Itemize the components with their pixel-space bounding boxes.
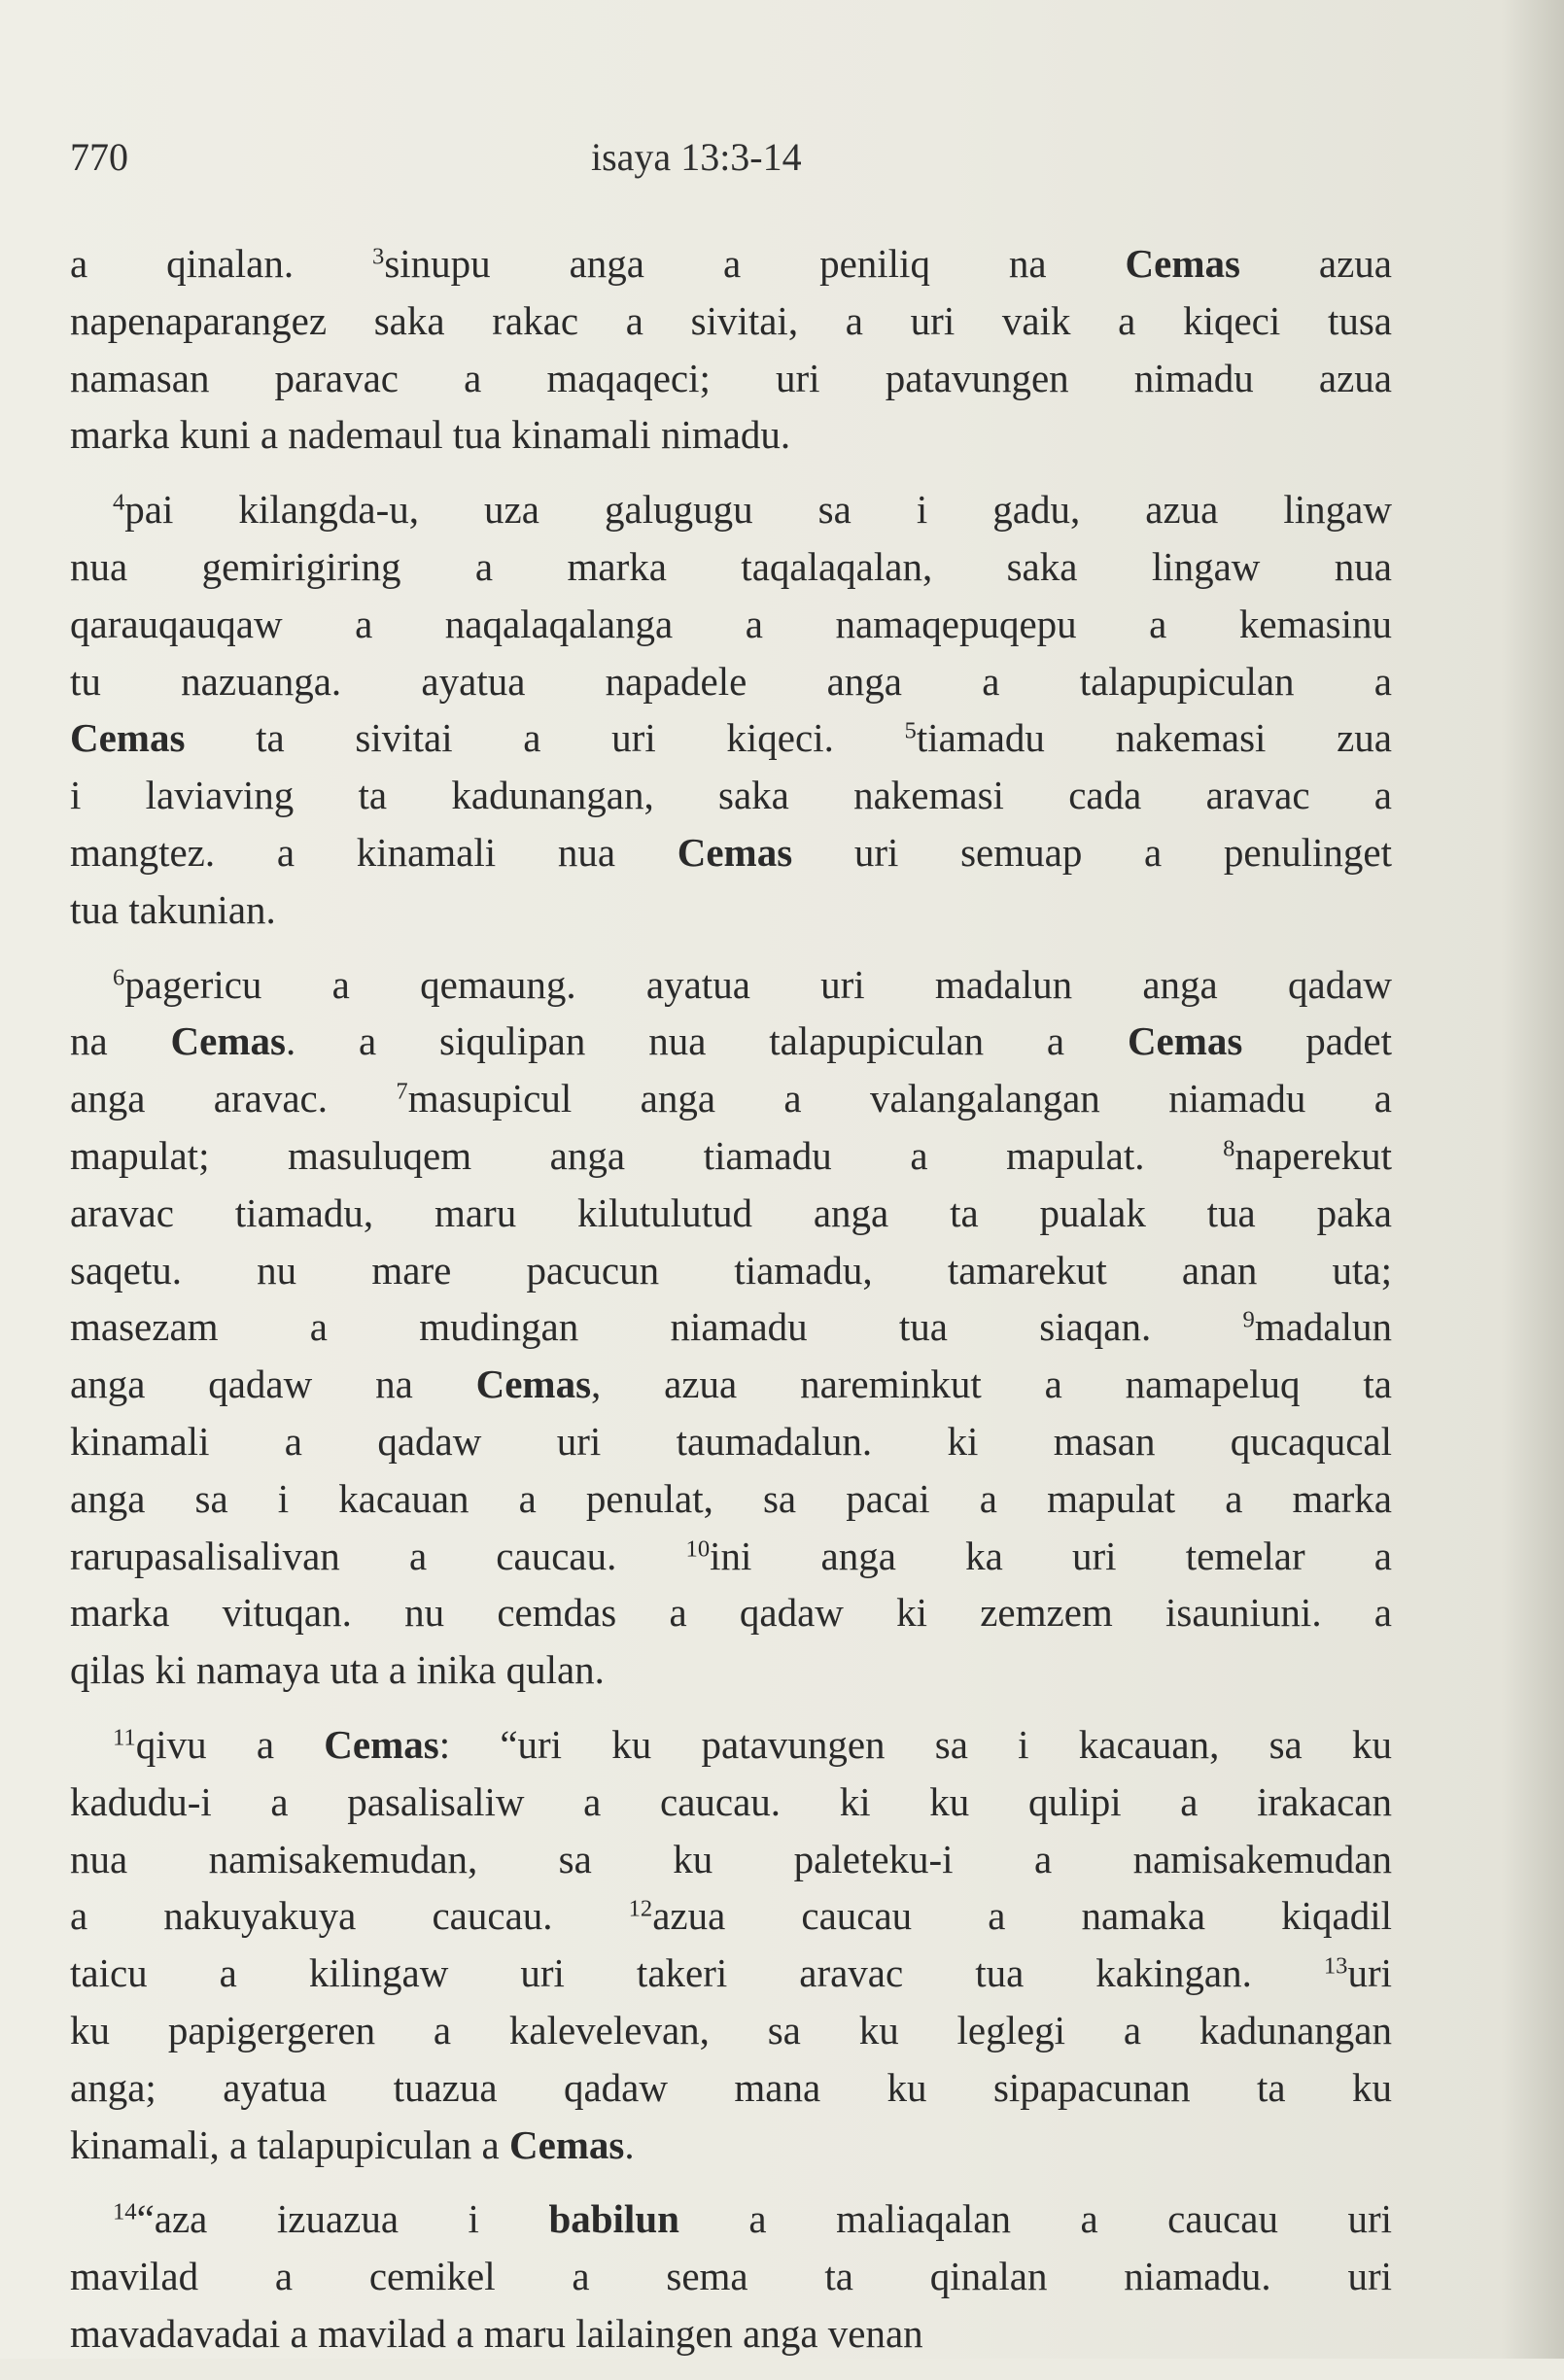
text-run: marka kuni a nademaul tua kinamali nimadu. (70, 412, 791, 458)
text-line (70, 406, 1392, 464)
text-run: uri semuap a penulinget (792, 829, 1392, 875)
text-line (70, 1887, 1392, 1945)
verse-number: 12 (628, 1895, 653, 1922)
text-line (70, 2305, 1392, 2363)
text-run: tiamadu nakemasi zua (916, 715, 1392, 761)
text-line (70, 1298, 1392, 1356)
running-head: isaya 13:3-14 (591, 135, 802, 179)
text-run: na (70, 1018, 171, 1064)
text-run: marka vituqan. nu cemdas a qadaw ki zemzem isauniuni. a (70, 1590, 1392, 1636)
text-run: azua (1239, 241, 1392, 286)
bold-name: Cemas (170, 1018, 286, 1064)
text-run: nua namisakemudan, sa ku paleteku-i a namisakemudan (70, 1836, 1392, 1881)
verse-number: 4 (113, 489, 125, 516)
text-line (70, 538, 1392, 596)
text-run: anga sa i kacauan a penulat, sa pacai a mapulat a marka (70, 1475, 1392, 1521)
bold-name: babilun (548, 2196, 679, 2242)
body-text (70, 235, 1392, 2380)
text-run: a qinalan. (70, 241, 373, 286)
text-run: madalun (1254, 1304, 1392, 1350)
text-line (70, 2248, 1392, 2305)
text-run: padet (1242, 1018, 1392, 1064)
text-run: , azua nareminkut a namapeluq ta (591, 1362, 1392, 1407)
verse-number: 9 (1242, 1306, 1255, 1333)
page-number: 770 (70, 135, 128, 179)
text-line (70, 956, 1392, 1014)
text-line (70, 2002, 1392, 2059)
text-run: pagericu a qemaung. ayatua uri madalun anga qadaw (124, 961, 1392, 1007)
bold-name: Cemas (475, 1362, 592, 1407)
text-line (70, 2059, 1392, 2117)
text-run: ta sivitai a uri kiqeci. (185, 715, 905, 761)
text-run: “aza izuazua i (136, 2196, 549, 2242)
text-line (70, 1127, 1392, 1185)
verse-number: 3 (372, 243, 385, 270)
text-run: a nakuyakuya caucau. (70, 1893, 629, 1939)
text-run: aravac tiamadu, maru kilutulutud anga ta pualak tua paka (70, 1190, 1392, 1235)
text-line (70, 1716, 1392, 1774)
paragraph (70, 1716, 1392, 2173)
text-run: pai kilangda-u, uza galugugu sa i gadu, azua lingaw (124, 487, 1392, 533)
paragraph (70, 956, 1392, 1699)
verse-number: 13 (1323, 1952, 1348, 1980)
text-line (70, 2190, 1392, 2248)
text-run: anga aravac. (70, 1076, 397, 1121)
verse-number: 5 (904, 717, 917, 744)
text-line (70, 1013, 1392, 1070)
text-run: i laviaving ta kadunangan, saka nakemasi cada aravac a (70, 773, 1392, 818)
text-run: mapulat; masuluqem anga tiamadu a mapulat. (70, 1132, 1224, 1178)
text-run: masupicul anga a valangalangan niamadu a (407, 1076, 1392, 1121)
text-run: namasan paravac a maqaqeci; uri patavungen nimadu azua (70, 355, 1392, 400)
text-line (70, 2117, 1392, 2174)
bold-name: Cemas (324, 1721, 439, 1767)
text-line (70, 1470, 1392, 1528)
text-run: mavadavadai a mavilad a maru lailaingen anga venan (70, 2310, 923, 2356)
text-run: a maliaqalan a caucau uri (678, 2196, 1392, 2242)
verse-number: 7 (396, 1078, 408, 1105)
text-run: . a siqulipan nua talapupiculan a (285, 1018, 1128, 1064)
text-line (70, 1242, 1392, 1299)
verse-number: 6 (113, 964, 125, 991)
text-run: anga; ayatua tuazua qadaw mana ku sipapacunan ta ku (70, 2064, 1392, 2110)
text-run: napenaparangez saka rakac a sivitai, a uri vaik a kiqeci tusa (70, 297, 1392, 343)
text-run: uri (1347, 1950, 1392, 1996)
verse-number: 14 (113, 2198, 137, 2225)
text-line (70, 596, 1392, 653)
text-line (70, 481, 1392, 538)
bold-name: Cemas (677, 829, 793, 875)
text-run: masezam a mudingan niamadu tua siaqan. (70, 1304, 1243, 1350)
text-run: qilas ki namaya uta a inika qulan. (70, 1647, 605, 1693)
text-line (70, 767, 1392, 824)
verse-number: 11 (113, 1724, 136, 1751)
bold-name: Cemas (508, 2121, 625, 2167)
text-line (70, 1070, 1392, 1127)
text-run: anga qadaw na (70, 1362, 476, 1407)
text-run: azua caucau a namaka kiqadil (652, 1893, 1392, 1939)
paragraph (70, 2190, 1392, 2362)
verse-number: 10 (685, 1535, 711, 1563)
text-line (70, 1528, 1392, 1585)
text-run: qarauqauqaw a naqalaqalanga a namaqepuqepu a kemasinu (70, 601, 1392, 646)
text-line (70, 1584, 1392, 1641)
bold-name: Cemas (1127, 1018, 1243, 1064)
text-line (70, 881, 1392, 939)
text-line (70, 235, 1392, 293)
text-line (70, 1185, 1392, 1242)
text-run: qivu a (135, 1721, 325, 1767)
text-run: ini anga ka uri temelar a (710, 1533, 1392, 1578)
text-run: kadudu-i a pasalisaliw a caucau. ki ku qulipi a irakacan (70, 1778, 1392, 1824)
paragraph (70, 481, 1392, 938)
text-run: : “uri ku patavungen sa i kacauan, sa ku (438, 1721, 1392, 1767)
text-run: . (624, 2121, 635, 2167)
text-run: mavilad a cemikel a sema ta qinalan niamadu. uri (70, 2254, 1392, 2299)
text-run: sinupu anga a peniliq na (384, 241, 1126, 286)
text-line (70, 709, 1392, 767)
text-line (70, 293, 1392, 350)
text-run: kinamali, a talapupiculan a (70, 2121, 509, 2167)
text-run: naperekut (1234, 1132, 1392, 1178)
text-run: mangtez. a kinamali nua (70, 829, 678, 875)
text-run: tua takunian. (70, 886, 276, 932)
text-line (70, 824, 1392, 881)
text-run: kinamali a qadaw uri taumadalun. ki masan qucaqucal (70, 1418, 1392, 1464)
text-run: ku papigergeren a kalevelevan, sa ku leglegi a kadunangan (70, 2007, 1392, 2052)
text-line (70, 1413, 1392, 1470)
bold-name: Cemas (70, 715, 186, 761)
text-line (70, 1356, 1392, 1413)
text-line (70, 350, 1392, 407)
text-line (70, 1831, 1392, 1888)
text-run: tu nazuanga. ayatua napadele anga a talapupiculan a (70, 658, 1392, 704)
verse-number: 8 (1223, 1135, 1235, 1162)
page-header (70, 134, 1392, 192)
bold-name: Cemas (1125, 241, 1240, 286)
text-line (70, 1945, 1392, 2002)
text-line (70, 1774, 1392, 1831)
text-run: nua gemirigiring a marka taqalaqalan, saka lingaw nua (70, 543, 1392, 589)
text-run: taicu a kilingaw uri takeri aravac tua kakingan. (70, 1950, 1324, 1996)
paragraph (70, 235, 1392, 464)
text-line (70, 653, 1392, 710)
text-line (70, 1641, 1392, 1699)
text-run: rarupasalisalivan a caucau. (70, 1533, 686, 1578)
text-run: saqetu. nu mare pacucun tiamadu, tamarekut anan uta; (70, 1247, 1392, 1293)
